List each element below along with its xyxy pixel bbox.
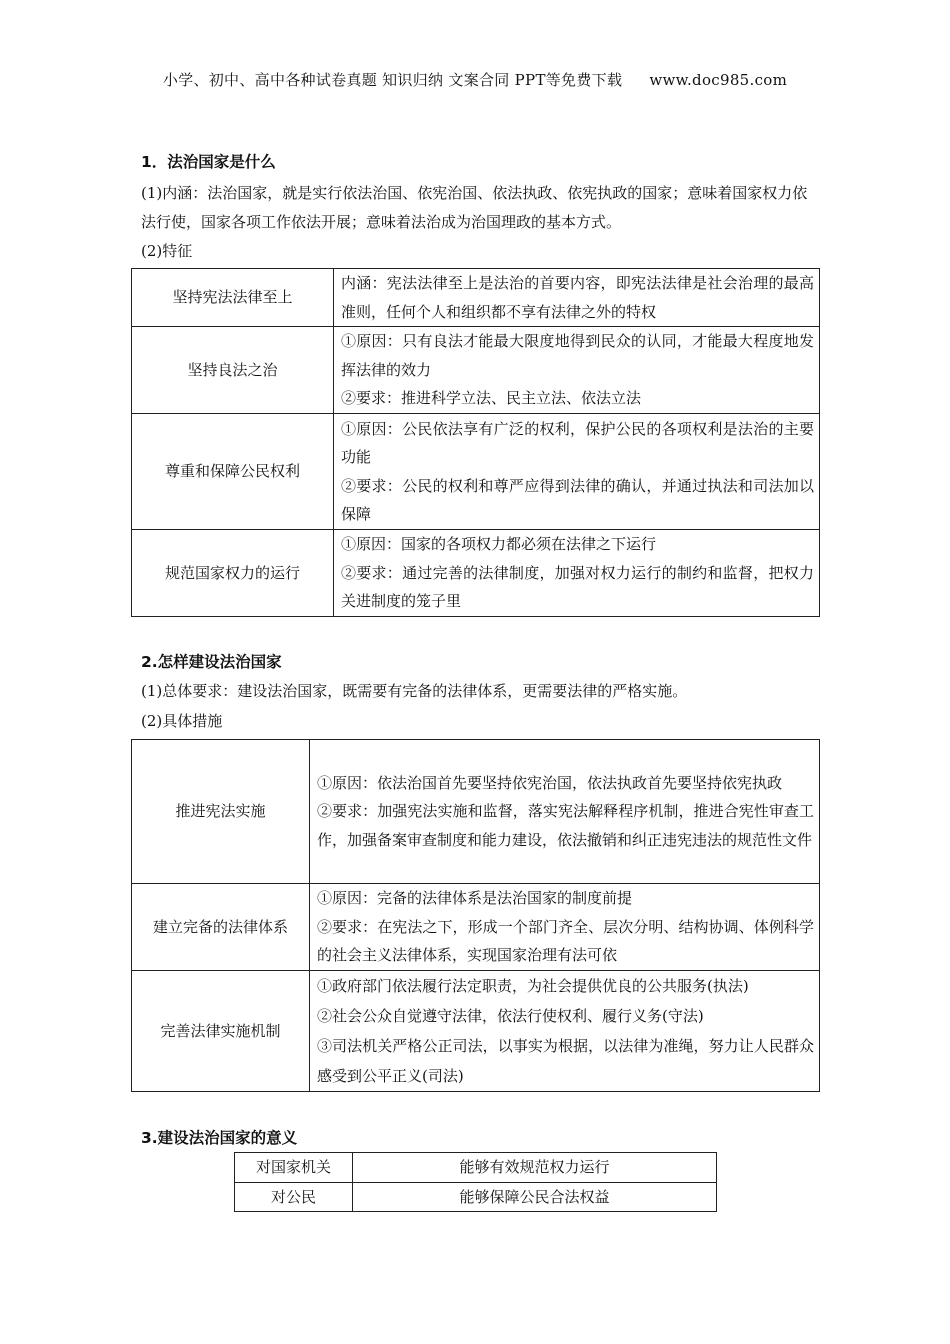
row-content: ①原因：完备的法律体系是法治国家的制度前提 ②要求：在宪法之下，形成一个部门齐全、层次分明、结构协调、体例科学的社会主义法律体系，实现国家治理有法可依 [310,884,820,971]
header-text: 小学、初中、高中各种试卷真题 知识归纳 文案合同 PPT等免费下载 [162,71,623,89]
row-label: 规范国家权力的运行 [132,530,334,617]
section3-title: 3.建设法治国家的意义 [141,1129,298,1147]
table-row [132,971,820,1092]
section2-overall: (1)总体要求：建设法治国家，既需要有完备的法律体系，更需要法律的严格实施。 [141,682,688,700]
row-content: ①原因：公民依法享有广泛的权利，保护公民的各项权利是法治的主要功能 ②要求：公民的权利和尊严应得到法律的确认，并通过执法和司法加以保障 [334,414,820,530]
table-row [132,327,820,414]
table-row [235,1153,717,1183]
table-row [132,740,820,884]
row-label: 建立完备的法律体系 [132,884,310,971]
row-label: 推进宪法实施 [132,740,310,884]
row-value: 能够保障公民合法权益 [353,1182,717,1212]
row-label: 尊重和保障公民权利 [132,414,334,530]
row-value: 能够有效规范权力运行 [353,1153,717,1183]
table-row [132,414,820,530]
section2-measures-label: (2)具体措施 [141,712,223,730]
table-row [132,530,820,617]
table-row [235,1182,717,1212]
section1-title: 1．法治国家是什么 [141,153,276,171]
page-header [0,69,950,90]
row-content: 内涵：宪法法律至上是法治的首要内容，即宪法法律是社会治理的最高准则，任何个人和组织都不享有法律之外的特权 [334,269,820,327]
significance-table [234,1152,717,1212]
row-content: ①政府部门依法履行法定职责，为社会提供优良的公共服务(执法) ②社会公众自觉遵守法律，依法行使权利、履行义务(守法) ③司法机关严格公正司法，以事实为根据，以法律为准绳，努力让人民群众感受到公平正义(司法) [310,971,820,1092]
row-content: ①原因：只有良法才能最大限度地得到民众的认同，才能最大程度地发挥法律的效力 ②要求：推进科学立法、民主立法、依法立法 [334,327,820,414]
row-label: 对国家机关 [235,1153,353,1183]
section1-intro: (1)内涵：法治国家，就是实行依法治国、依宪治国、依法执政、依宪执政的国家；意味着国家权力依法行使，国家各项工作依法开展；意味着法治成为治国理政的基本方式。 [141,184,808,231]
measures-table [131,739,820,1092]
row-content: ①原因：依法治国首先要坚持依宪治国，依法执政首先要坚持依宪执政 ②要求：加强宪法实施和监督，落实宪法解释程序机制，推进合宪性审查工作，加强备案审查制度和能力建设，依法撤销和纠正违宪违法的规范性文件 [310,740,820,884]
section1-features-label: (2)特征 [141,242,193,260]
table-row [132,269,820,327]
features-table [131,268,820,617]
row-label: 坚持良法之治 [132,327,334,414]
header-url[interactable]: www.doc985.com [649,71,788,89]
row-label: 完善法律实施机制 [132,971,310,1092]
section2-title: 2.怎样建设法治国家 [141,653,282,671]
table-row [132,884,820,971]
row-label: 坚持宪法法律至上 [132,269,334,327]
row-content: ①原因：国家的各项权力都必须在法律之下运行 ②要求：通过完善的法律制度，加强对权力运行的制约和监督，把权力关进制度的笼子里 [334,530,820,617]
row-label: 对公民 [235,1182,353,1212]
